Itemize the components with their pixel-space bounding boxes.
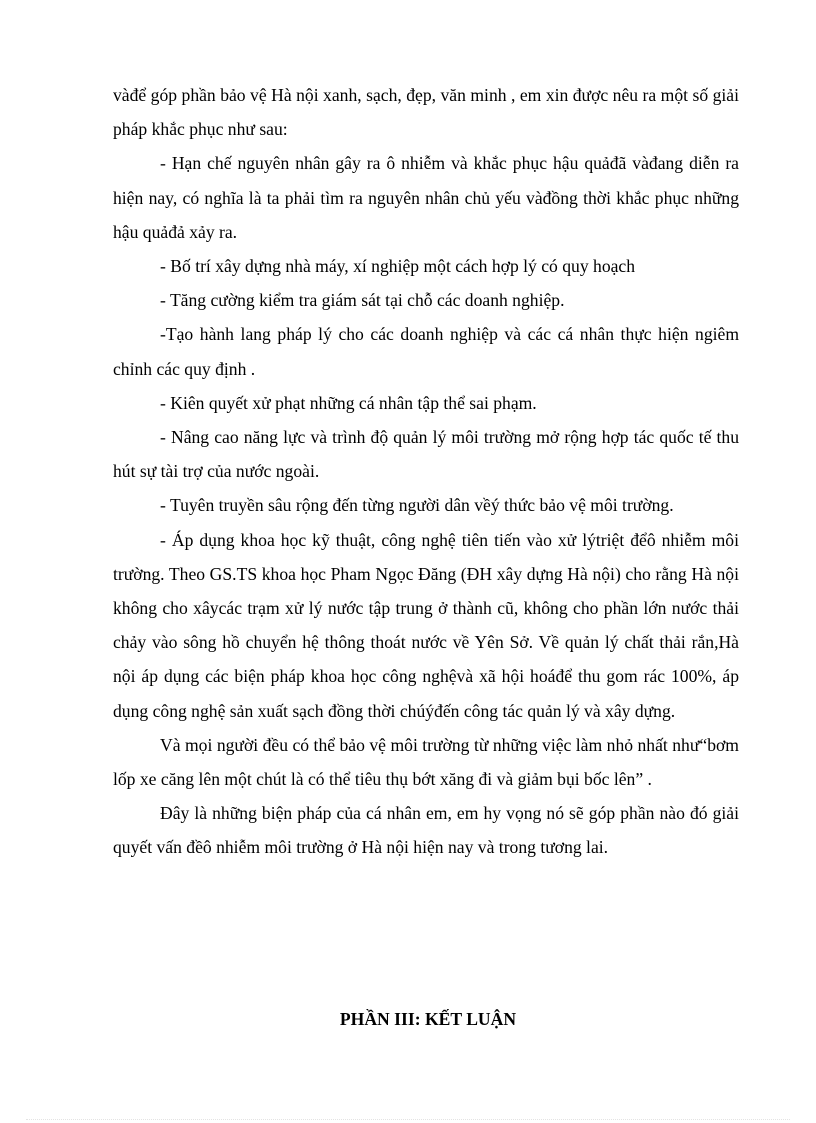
paragraph-solution-8: - Áp dụng khoa học kỹ thuật, công nghệ tiên tiến vào xử lýtriệt đểô nhiễm môi trường. Theo GS.TS khoa học Pham Ngọc Đăng (ĐH xây dựng Hà nội) cho rằng Hà nội không cho xâycác trạm xử lý nước tập trung ở thành cũ, không cho phần lớn nước thải chảy vào sông hồ chuyển hệ thông thoát nước về Yên Sở. Về quản lý chất thải rắn,Hà nội áp dụng các biện pháp khoa học công nghệvà xã hội hoáđể thu gom rác 100%, áp dụng công nghệ sản xuất sạch đồng thời chúýđến công tác quản lý và xây dựng. xyxy=(113,529,739,721)
body-text xyxy=(113,78,739,865)
page-footer-divider xyxy=(26,1119,790,1120)
paragraph-solution-5: - Kiên quyết xử phạt những cá nhân tập thể sai phạm. xyxy=(160,392,537,413)
paragraph-closing: Đây là những biện pháp của cá nhân em, em hy vọng nó sẽ góp phần nào đó giải quyết vấn đềô nhiễm môi trường ở Hà nội hiện nay và trong tương lai. xyxy=(113,803,739,858)
paragraph-solution-1: - Hạn chế nguyên nhân gây ra ô nhiễm và khắc phục hậu quảđã vàđang diễn ra hiện nay, có nghĩa là ta phải tìm ra nguyên nhân chủ yếu vàđồng thời khắc phục những hậu quảđả xảy ra. xyxy=(113,153,739,242)
section-heading: PHẦN III: KẾT LUẬN xyxy=(339,1009,517,1029)
paragraph-solution-7: - Tuyên truyền sâu rộng đến từng người dân vềý thức bảo vệ môi trường. xyxy=(160,495,674,516)
paragraph-solution-6: - Nâng cao năng lực và trình độ quản lý môi trường mở rộng hợp tác quốc tế thu hút sự tài trợ của nước ngoài. xyxy=(113,427,739,482)
paragraph-intro: vàđể góp phần bảo vệ Hà nội xanh, sạch, đẹp, văn minh , em xin được nêu ra một số giải pháp khắc phục như sau: xyxy=(113,85,739,140)
paragraph-solution-3: - Tăng cường kiểm tra giám sát tại chỗ các doanh nghiệp. xyxy=(160,290,565,311)
paragraph-solution-4: -Tạo hành lang pháp lý cho các doanh nghiệp và các cá nhân thực hiện ngiêm chỉnh các quy định . xyxy=(113,324,739,379)
paragraph-solution-2: - Bố trí xây dựng nhà máy, xí nghiệp một cách hợp lý có quy hoạch xyxy=(160,256,636,277)
paragraph-everyone: Và mọi người đều có thể bảo vệ môi trường từ những việc làm nhỏ nhất như“bơm lốp xe căng lên một chút là có thể tiêu thụ bớt xăng đi và giảm bụi bốc lên” . xyxy=(113,734,739,790)
